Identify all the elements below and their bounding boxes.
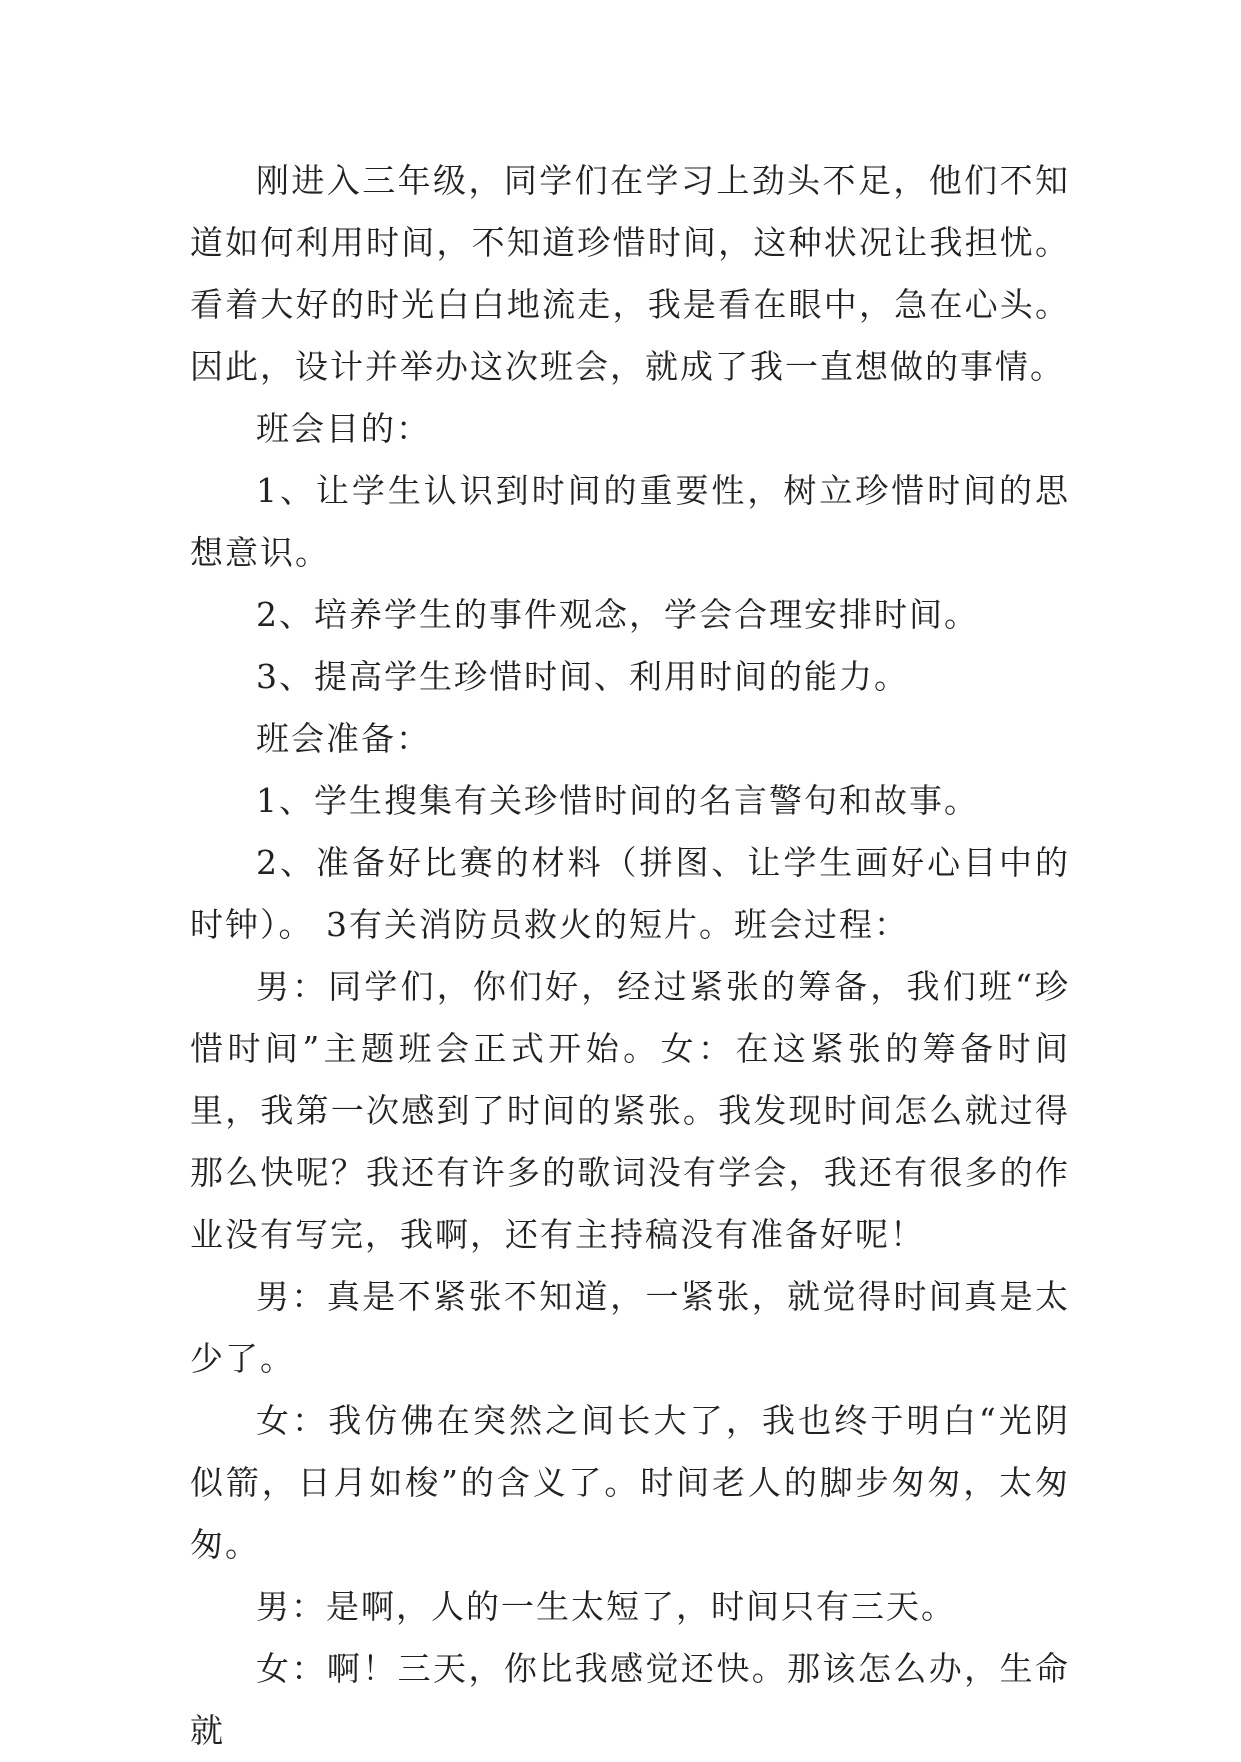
dialogue-paragraph: 男：同学们，你们好，经过紧张的筹备，我们班“珍惜时间”主题班会正式开始。女：在这紧张的筹备时间里，我第一次感到了时间的紧张。我发现时间怎么就过得那么快呢？我还有许多的歌词没有学会，我还有很多的作业没有写完，我啊，还有主持稿没有准备好呢！ xyxy=(190,967,1070,1254)
purpose-item-3: 3、提高学生珍惜时间、利用时间的能力。 xyxy=(256,657,909,696)
preparation-item-2: 2、准备好比赛的材料（拼图、让学生画好心目中的时钟）。 3有关消防员救火的短片。班会过程： xyxy=(190,843,1070,944)
document-body xyxy=(190,150,1070,1762)
purpose-item-2: 2、培养学生的事件观念，学会合理安排时间。 xyxy=(256,595,979,634)
dialogue-paragraph: 男：真是不紧张不知道，一紧张，就觉得时间真是太少了。 xyxy=(190,1277,1070,1378)
heading-purpose: 班会目的： xyxy=(256,409,431,448)
dialogue-paragraph: 男：是啊，人的一生太短了，时间只有三天。 xyxy=(256,1587,956,1626)
purpose-item-1: 1、让学生认识到时间的重要性，树立珍惜时间的思想意识。 xyxy=(190,471,1070,572)
preparation-item-1: 1、学生搜集有关珍惜时间的名言警句和故事。 xyxy=(256,781,979,820)
dialogue-paragraph: 女：我仿佛在突然之间长大了，我也终于明白“光阴似箭，日月如梭”的含义了。时间老人的脚步匆匆，太匆匆。 xyxy=(190,1401,1070,1564)
paragraph-intro: 刚进入三年级，同学们在学习上劲头不足，他们不知道如何利用时间，不知道珍惜时间，这种状况让我担忧。看着大好的时光白白地流走，我是看在眼中，急在心头。因此，设计并举办这次班会，就成了我一直想做的事情。 xyxy=(190,161,1070,386)
heading-preparation: 班会准备： xyxy=(256,719,431,758)
dialogue-paragraph: 女：啊！三天，你比我感觉还快。那该怎么办，生命就 xyxy=(190,1649,1070,1750)
